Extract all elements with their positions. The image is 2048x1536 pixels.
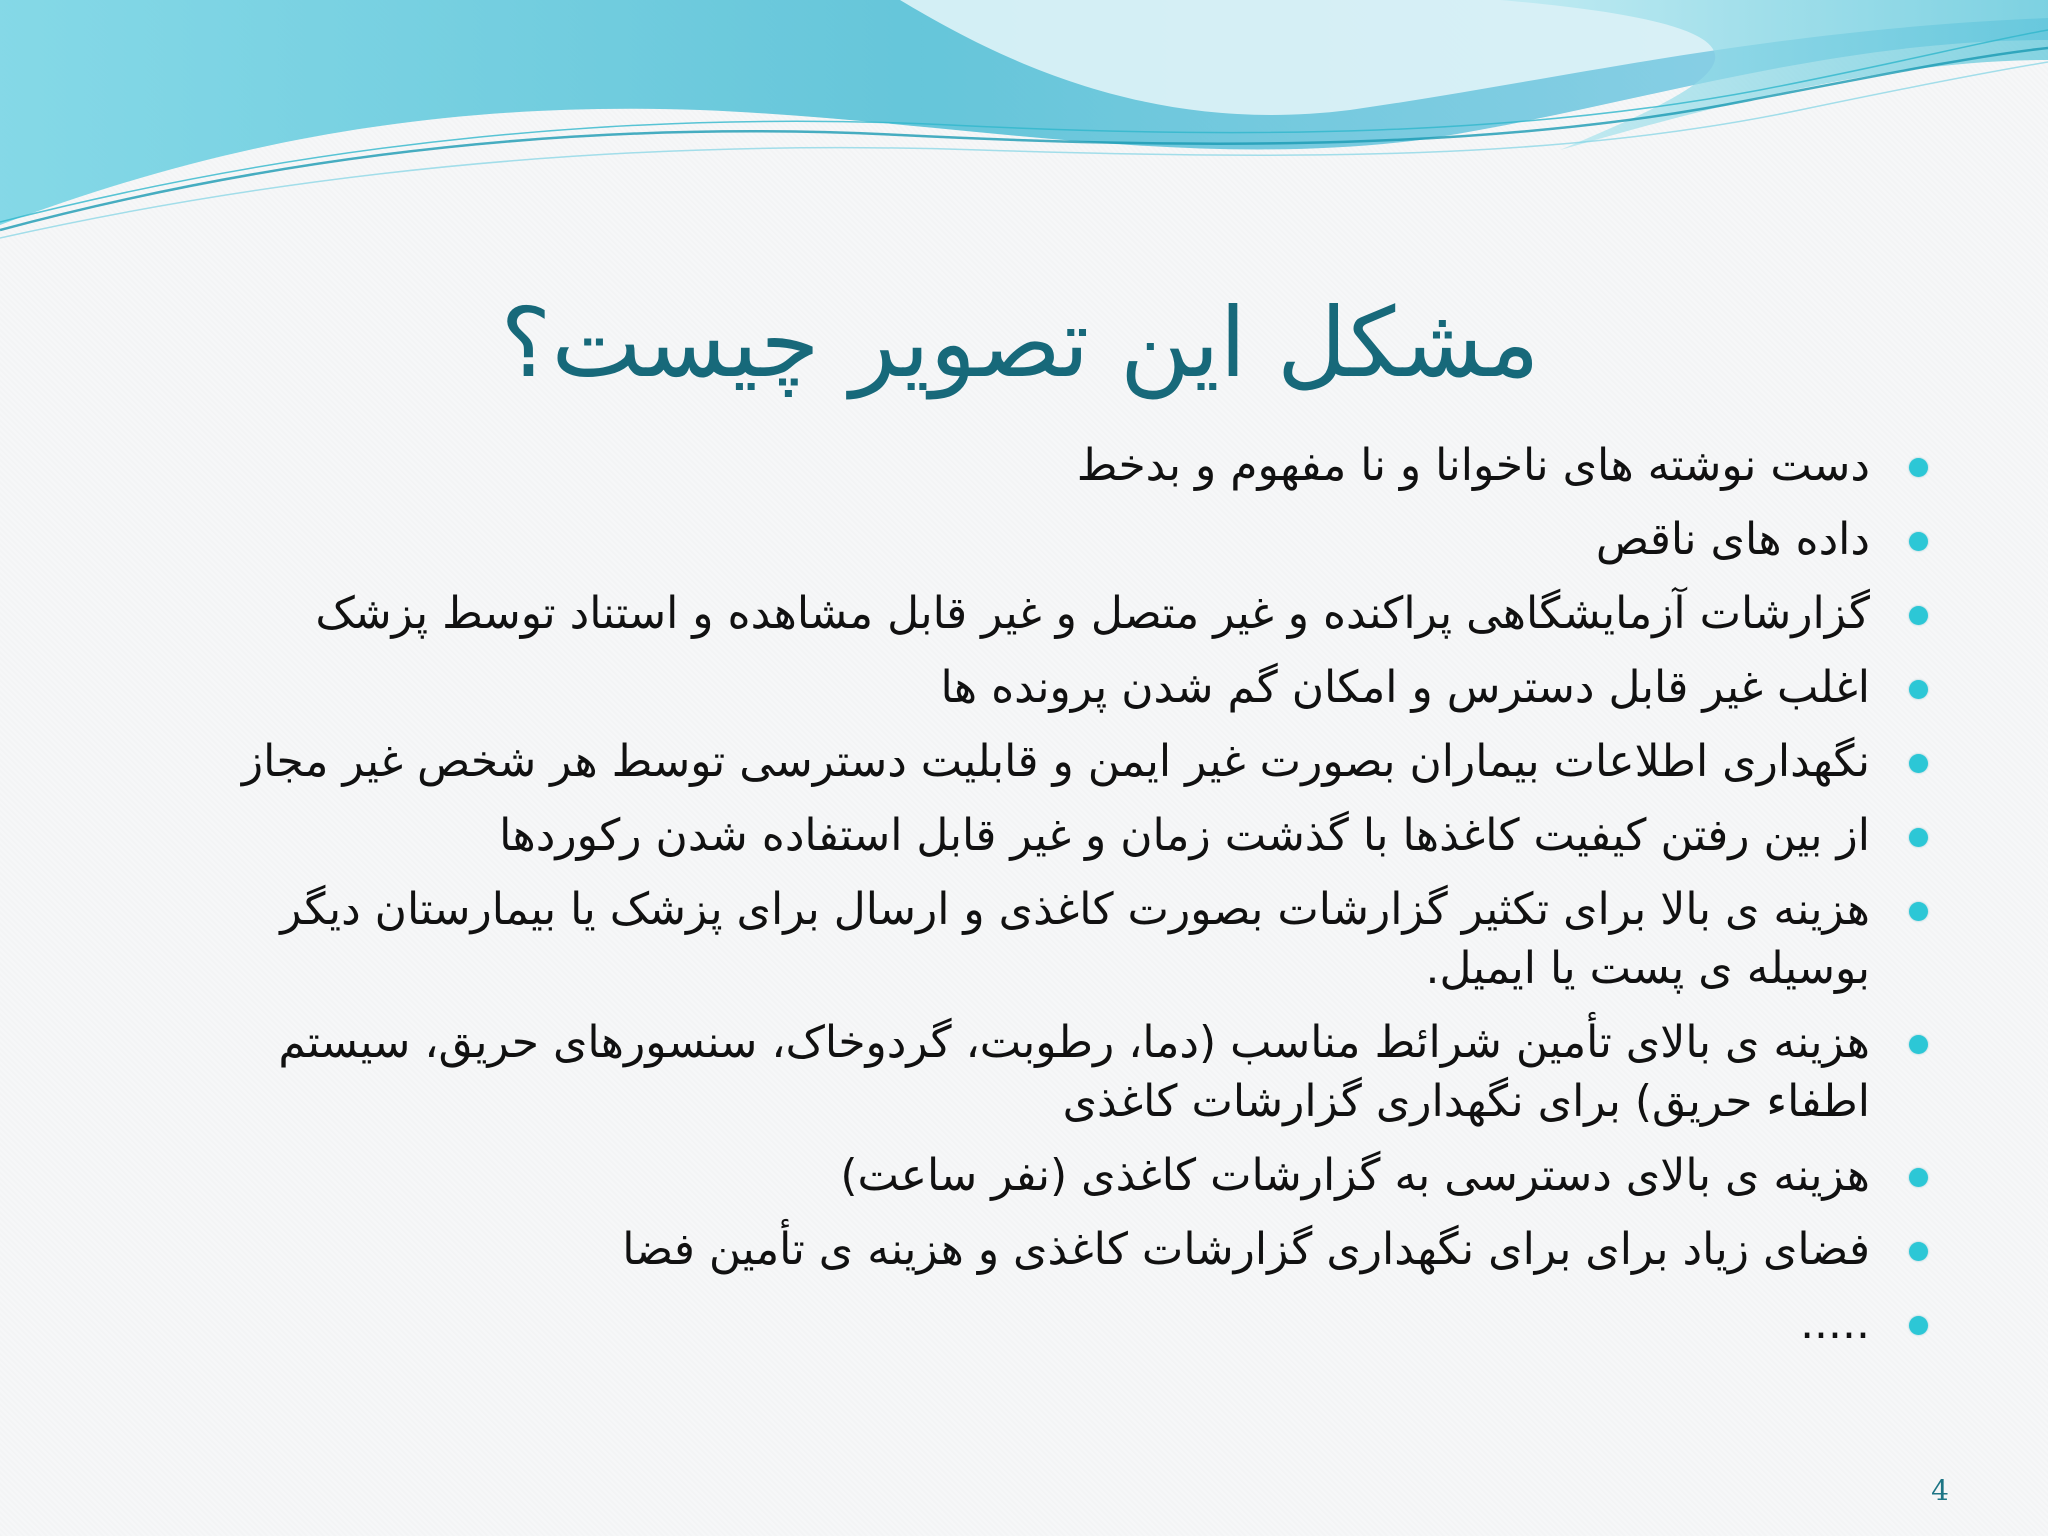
header-wave-decoration [0, 0, 2048, 240]
bullet-icon [1909, 754, 1928, 773]
bullet-icon [1909, 1168, 1928, 1187]
bullet-icon [1909, 458, 1928, 477]
list-item [168, 880, 1928, 998]
bullet-icon [1909, 828, 1928, 847]
bullet-list [168, 436, 1928, 1368]
list-item-text: دست نوشته های ناخوانا و نا مفهوم و بدخط [1076, 440, 1870, 491]
list-item [168, 658, 1928, 717]
list-item [168, 584, 1928, 643]
list-item-text: داده های ناقص [1595, 514, 1870, 565]
bullet-icon [1909, 1242, 1928, 1261]
list-item-text: فضای زیاد برای برای نگهداری گزارشات کاغذی و هزینه ی تأمین فضا [622, 1224, 1870, 1275]
list-item-text: هزینه ی بالای تأمین شرائط مناسب (دما، رطوبت، گردوخاک، سنسورهای حریق، سیستم اطفاء حریق) برای نگهداری گزارشات کاغذی [278, 1017, 1870, 1127]
list-item [168, 732, 1928, 791]
list-item-text: اغلب غیر قابل دسترس و امکان گم شدن پرونده ها [940, 662, 1870, 713]
list-item-text: از بین رفتن کیفیت کاغذها با گذشت زمان و غیر قابل استفاده شدن رکوردها [499, 810, 1870, 861]
bullet-icon [1909, 680, 1928, 699]
bullet-icon [1909, 1035, 1928, 1054]
slide-title: مشکل این تصویر چیست؟ [500, 287, 1540, 399]
page-number: 4 [1931, 1474, 1949, 1507]
list-item-text: نگهداری اطلاعات بیماران بصورت غیر ایمن و قابلیت دسترسی توسط هر شخص غیر مجاز [241, 736, 1870, 787]
list-item [168, 510, 1928, 569]
list-item [168, 1013, 1928, 1131]
bullet-icon [1909, 1316, 1928, 1335]
list-item [168, 1220, 1928, 1279]
list-item [168, 1294, 1928, 1353]
list-item [168, 1146, 1928, 1205]
list-item-text: هزینه ی بالا برای تکثیر گزارشات بصورت کاغذی و ارسال برای پزشک یا بیمارستان دیگر بوسیله ی پست یا ایمیل. [280, 884, 1870, 994]
list-item-text: هزینه ی بالای دسترسی به گزارشات کاغذی (نفر ساعت) [840, 1150, 1870, 1201]
list-item-text: گزارشات آزمایشگاهی پراکنده و غیر متصل و غیر قابل مشاهده و استناد توسط پزشک [315, 588, 1870, 639]
list-item [168, 806, 1928, 865]
list-item [168, 436, 1928, 495]
list-item-text: ..... [1800, 1298, 1870, 1349]
bullet-icon [1909, 902, 1928, 921]
bullet-icon [1909, 606, 1928, 625]
bullet-icon [1909, 532, 1928, 551]
